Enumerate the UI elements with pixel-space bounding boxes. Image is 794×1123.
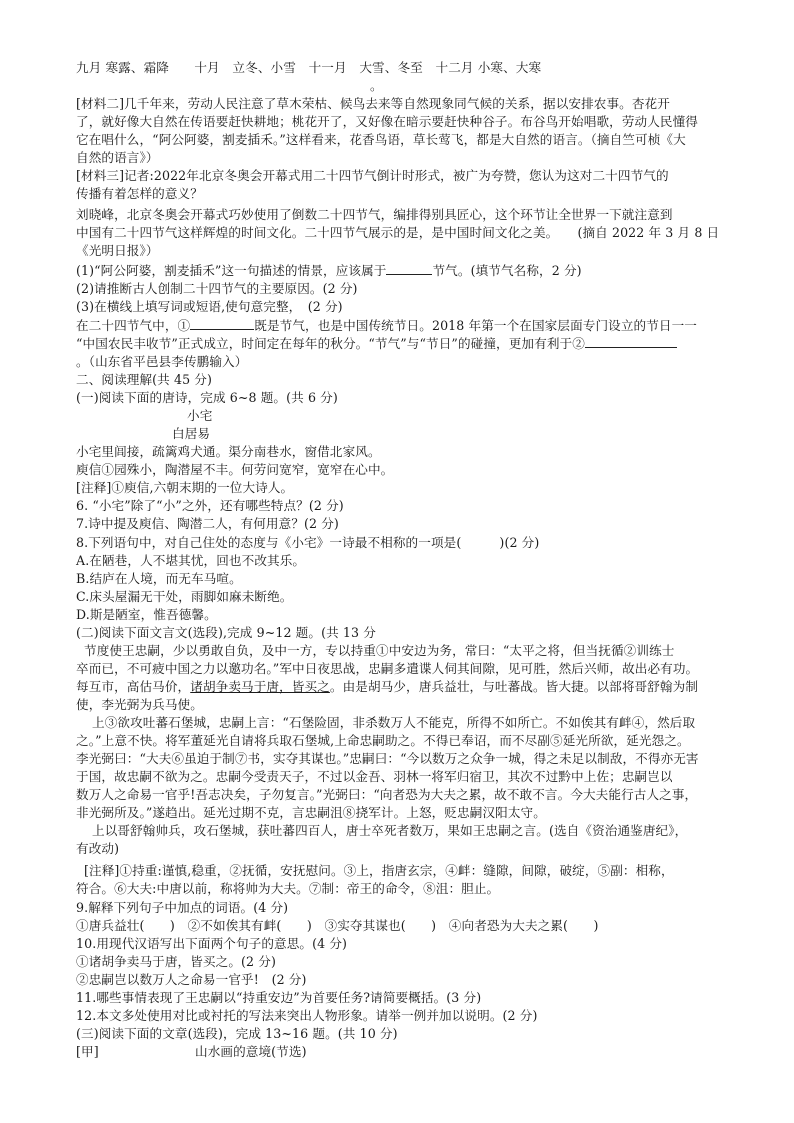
classical-para-1-line-3-a: 每互市，高估马价， bbox=[76, 679, 191, 694]
material-two-line-2: 了，就好像大自然在传语要赶快耕地；桃花开了，又好像在暗示要赶快种谷子。布谷鸟开始唱歌，劳动人民懂得 bbox=[76, 114, 698, 129]
question-12: 12.本文多处使用对比或衬托的写法来突出人物形象。请举一例并加以说明。(2 分) bbox=[76, 1008, 538, 1023]
fill-blank-line-2-text: “中国农民丰收节”正式成立，时间定在每年的秋分。“节气”与“节日”的碰撞，更加有利于② bbox=[76, 336, 585, 351]
poem-line-1: 小宅里闾接，疏篱鸡犬通。渠分南巷水，窗借北家风。 bbox=[76, 444, 381, 459]
option-d: D.斯是陋室，惟吾德馨。 bbox=[76, 607, 217, 622]
classical-para-1-line-3 bbox=[76, 678, 698, 696]
period-mark: 。 bbox=[370, 78, 383, 93]
fill-blank-suffix: 既是节气，也是中国传统节日。2018 年第一个在国家层面专门设立的节日一一 bbox=[254, 318, 698, 333]
poem-author: 白居易 bbox=[172, 426, 211, 441]
option-a: A.在陋巷，人不堪其忧，回也不改其乐。 bbox=[76, 553, 306, 568]
option-b: B.结庐在人境，而无车马喧。 bbox=[76, 571, 242, 586]
question-6: 6. “小宅”除了“小”之外，还有哪些特点？(2 分) bbox=[76, 498, 344, 513]
classical-para-2-line-5: 数万人之命易一官乎!吾志决矣，子勿复言。”光弼曰：“向者恐为大夫之累，故不敢不言。今大夫能行古人之事， bbox=[76, 787, 698, 802]
underlined-sentence-1: 诸胡争卖马于唐，皆买之 bbox=[190, 679, 330, 694]
classical-notes-line-1: [注释]①持重:谨慎,稳重，②抚循，安抚慰问。③上，指唐玄宗，④衅：缝隙，间隙，破绽，⑤副：相称， bbox=[84, 863, 674, 878]
classical-para-1-line-1: 节度使王忠嗣，少以勇敢自负，及中一方，专以持重①中安边为务，常曰：“太平之将，但当抚循②训练士 bbox=[84, 643, 675, 658]
classical-para-3-line-1: 上以哥舒翰帅兵，攻石堡城，获吐蕃四百人，唐士卒死者数万，果如王忠嗣之言。(选自《资治通鉴唐纪》， bbox=[92, 823, 688, 838]
classical-notes-line-2: 符合。⑥大夫:中唐以前，称将帅为大夫。⑦制：帝王的命令，⑧沮：胆止。 bbox=[76, 881, 500, 896]
section-reading-heading: 二、阅读理解(共 45 分) bbox=[76, 372, 213, 387]
question-10-item-1: ①诸胡争卖马于唐，皆买之。(2 分) bbox=[76, 954, 276, 969]
classical-para-2-line-2: 之。”上意不快。将军董延光自请将兵取石堡城,上命忠嗣助之。不得已奉诏，而不尽副⑤延光所欲，延光怨之。 bbox=[76, 733, 690, 748]
material-three-line-5: 《光明日报》） bbox=[76, 243, 159, 258]
poem-annotation: [注释]①庾信,六朝末期的一位大诗人。 bbox=[76, 480, 294, 495]
question-1-prefix: (1)“阿公阿婆，割麦插禾”这一句描述的情景，应该属于 bbox=[76, 263, 387, 278]
material-three-line-2: 传播有着怎样的意义？ bbox=[76, 186, 203, 201]
essay-label: [甲] bbox=[76, 1044, 99, 1059]
material-three-line-4: 中国有二十四节气这样辉煌的时间文化。二十四节气展示的是，是中国时间文化之美。 (摘自 2022 年 3 月 8 日 bbox=[76, 225, 720, 240]
classical-para-2-line-4: 于国，故忠嗣不欲为之。忠嗣今受责天子，不过以金吾、羽林一将军归宿卫，其次不过黔中上佐；忠嗣岂以 bbox=[76, 769, 673, 784]
question-2: (2)请推断古人创制二十四节气的主要原因。(2 分) bbox=[76, 281, 358, 296]
fill-blank-line-1 bbox=[76, 317, 697, 335]
classical-para-2-line-3: 李光弼曰：“大夫⑥虽迫于制⑦书，实夺其谋也。”忠嗣曰：“今以数万之众争一城，得之未足以制敌，不得亦无害 bbox=[76, 751, 699, 766]
question-8: 8.下列语句中，对自己住处的态度与《小宅》一诗最不相称的一项是( )(2 分) bbox=[76, 535, 540, 550]
question-7: 7.诗中提及庾信、陶潜二人，有何用意？(2 分) bbox=[76, 516, 339, 531]
answer-blank-3[interactable] bbox=[585, 335, 677, 348]
classical-section-heading: (二)阅读下面文言文(选段),完成 9~12 题。(共 13 分 bbox=[76, 625, 376, 640]
answer-blank-1[interactable] bbox=[386, 262, 432, 275]
essay-title: 山水画的意境(节选) bbox=[195, 1044, 307, 1059]
material-three-line-3: 刘晓峰，北京冬奥会开幕式巧妙使用了倒数二十四节气，编排得别具匠心，这个环节让全世界一下就注意到 bbox=[76, 207, 673, 222]
question-11: 11.哪些事情表现了王忠嗣以“持重安边”为首要任务?请简要概括。(3 分) bbox=[76, 990, 482, 1005]
classical-para-1-line-4: 使，李光弼为兵马使。 bbox=[76, 697, 203, 712]
question-10: 10.用现代汉语写出下面两个句子的意思。(4 分) bbox=[76, 936, 348, 951]
solar-terms-line: 九月 寒露、霜降 十月 立冬、小雪 十一月 大雪、冬至 十二月 小寒、大寒 bbox=[76, 60, 542, 75]
fill-blank-line-3: 。（山东省平邑县李传鹏输入） bbox=[76, 354, 248, 369]
material-two-line-3: 它在唱什么，“阿公阿婆，割麦插禾。”这样看来，花香鸟语，草长莺飞，都是大自然的语言。（摘自竺可桢《大 bbox=[76, 132, 686, 147]
classical-para-1-line-2: 卒而已，不可疲中国之力以邀功名。”军中日夜思战，忠嗣多遣谍人伺其间隙，见可胜，然后兴师，故出必有功。 bbox=[76, 661, 699, 676]
question-1-suffix: 节气。(填节气名称，2 分) bbox=[432, 263, 582, 278]
material-two-line-4: 自然的语言》） bbox=[76, 150, 159, 165]
classical-para-1-line-3-b: 。由是胡马少，唐兵益壮，与吐蕃战。皆大捷。以部将哥舒翰为制 bbox=[329, 679, 699, 694]
material-three-line-1: [材料三]记者:2022年北京冬奥会开幕式用二十四节气倒计时形式，被广为夸赞，您认为这对二十四节气的 bbox=[76, 168, 669, 183]
question-10-item-2: ②忠嗣岂以数万人之命易一官乎! (2 分) bbox=[76, 972, 307, 987]
option-c: C.床头屋漏无干处，雨脚如麻未断绝。 bbox=[76, 589, 293, 604]
answer-blank-2[interactable] bbox=[190, 317, 254, 330]
essay-section-heading: (三)阅读下面的文章(选段)，完成 13~16 题。(共 10 分) bbox=[76, 1026, 398, 1041]
classical-para-2-line-1: 上③欲攻吐蕃石堡城，忠嗣上言：“石堡险固，非杀数万人不能克，所得不如所亡。不如俟其有衅④，然后取 bbox=[92, 715, 696, 730]
poem-line-2: 庾信①园殊小，陶潜屋不丰。何劳问宽窄，宽窄在心中。 bbox=[76, 462, 394, 477]
question-3: (3)在横线上填写词或短语,使句意完整， (2 分) bbox=[76, 299, 343, 314]
fill-blank-prefix: 在二十四节气中，① bbox=[76, 318, 191, 333]
question-9-items: ①唐兵益壮( ) ②不如俟其有衅( ) ③实夺其谋也( ) ④向者恐为大夫之累( ) bbox=[76, 918, 599, 933]
question-1 bbox=[76, 262, 582, 280]
question-9: 9.解释下列句子中加点的词语。(4 分) bbox=[76, 900, 289, 915]
fill-blank-line-2 bbox=[76, 335, 677, 353]
classical-para-2-line-6: 非光弼所及。”遂趋出。延光过期不克，言忠嗣沮⑧挠军计。上怒，贬忠嗣汉阳太守。 bbox=[76, 805, 546, 820]
material-two-line-1: [材料二]几千年来，劳动人民注意了草木荣枯、候鸟去来等自然现象同气候的关系，据以安排农事。杏花开 bbox=[76, 96, 670, 111]
classical-para-3-line-2: 有改动) bbox=[76, 841, 120, 856]
poem-section-heading: (一)阅读下面的唐诗，完成 6~8 题。(共 6 分) bbox=[76, 390, 338, 405]
poem-title: 小宅 bbox=[187, 408, 213, 423]
